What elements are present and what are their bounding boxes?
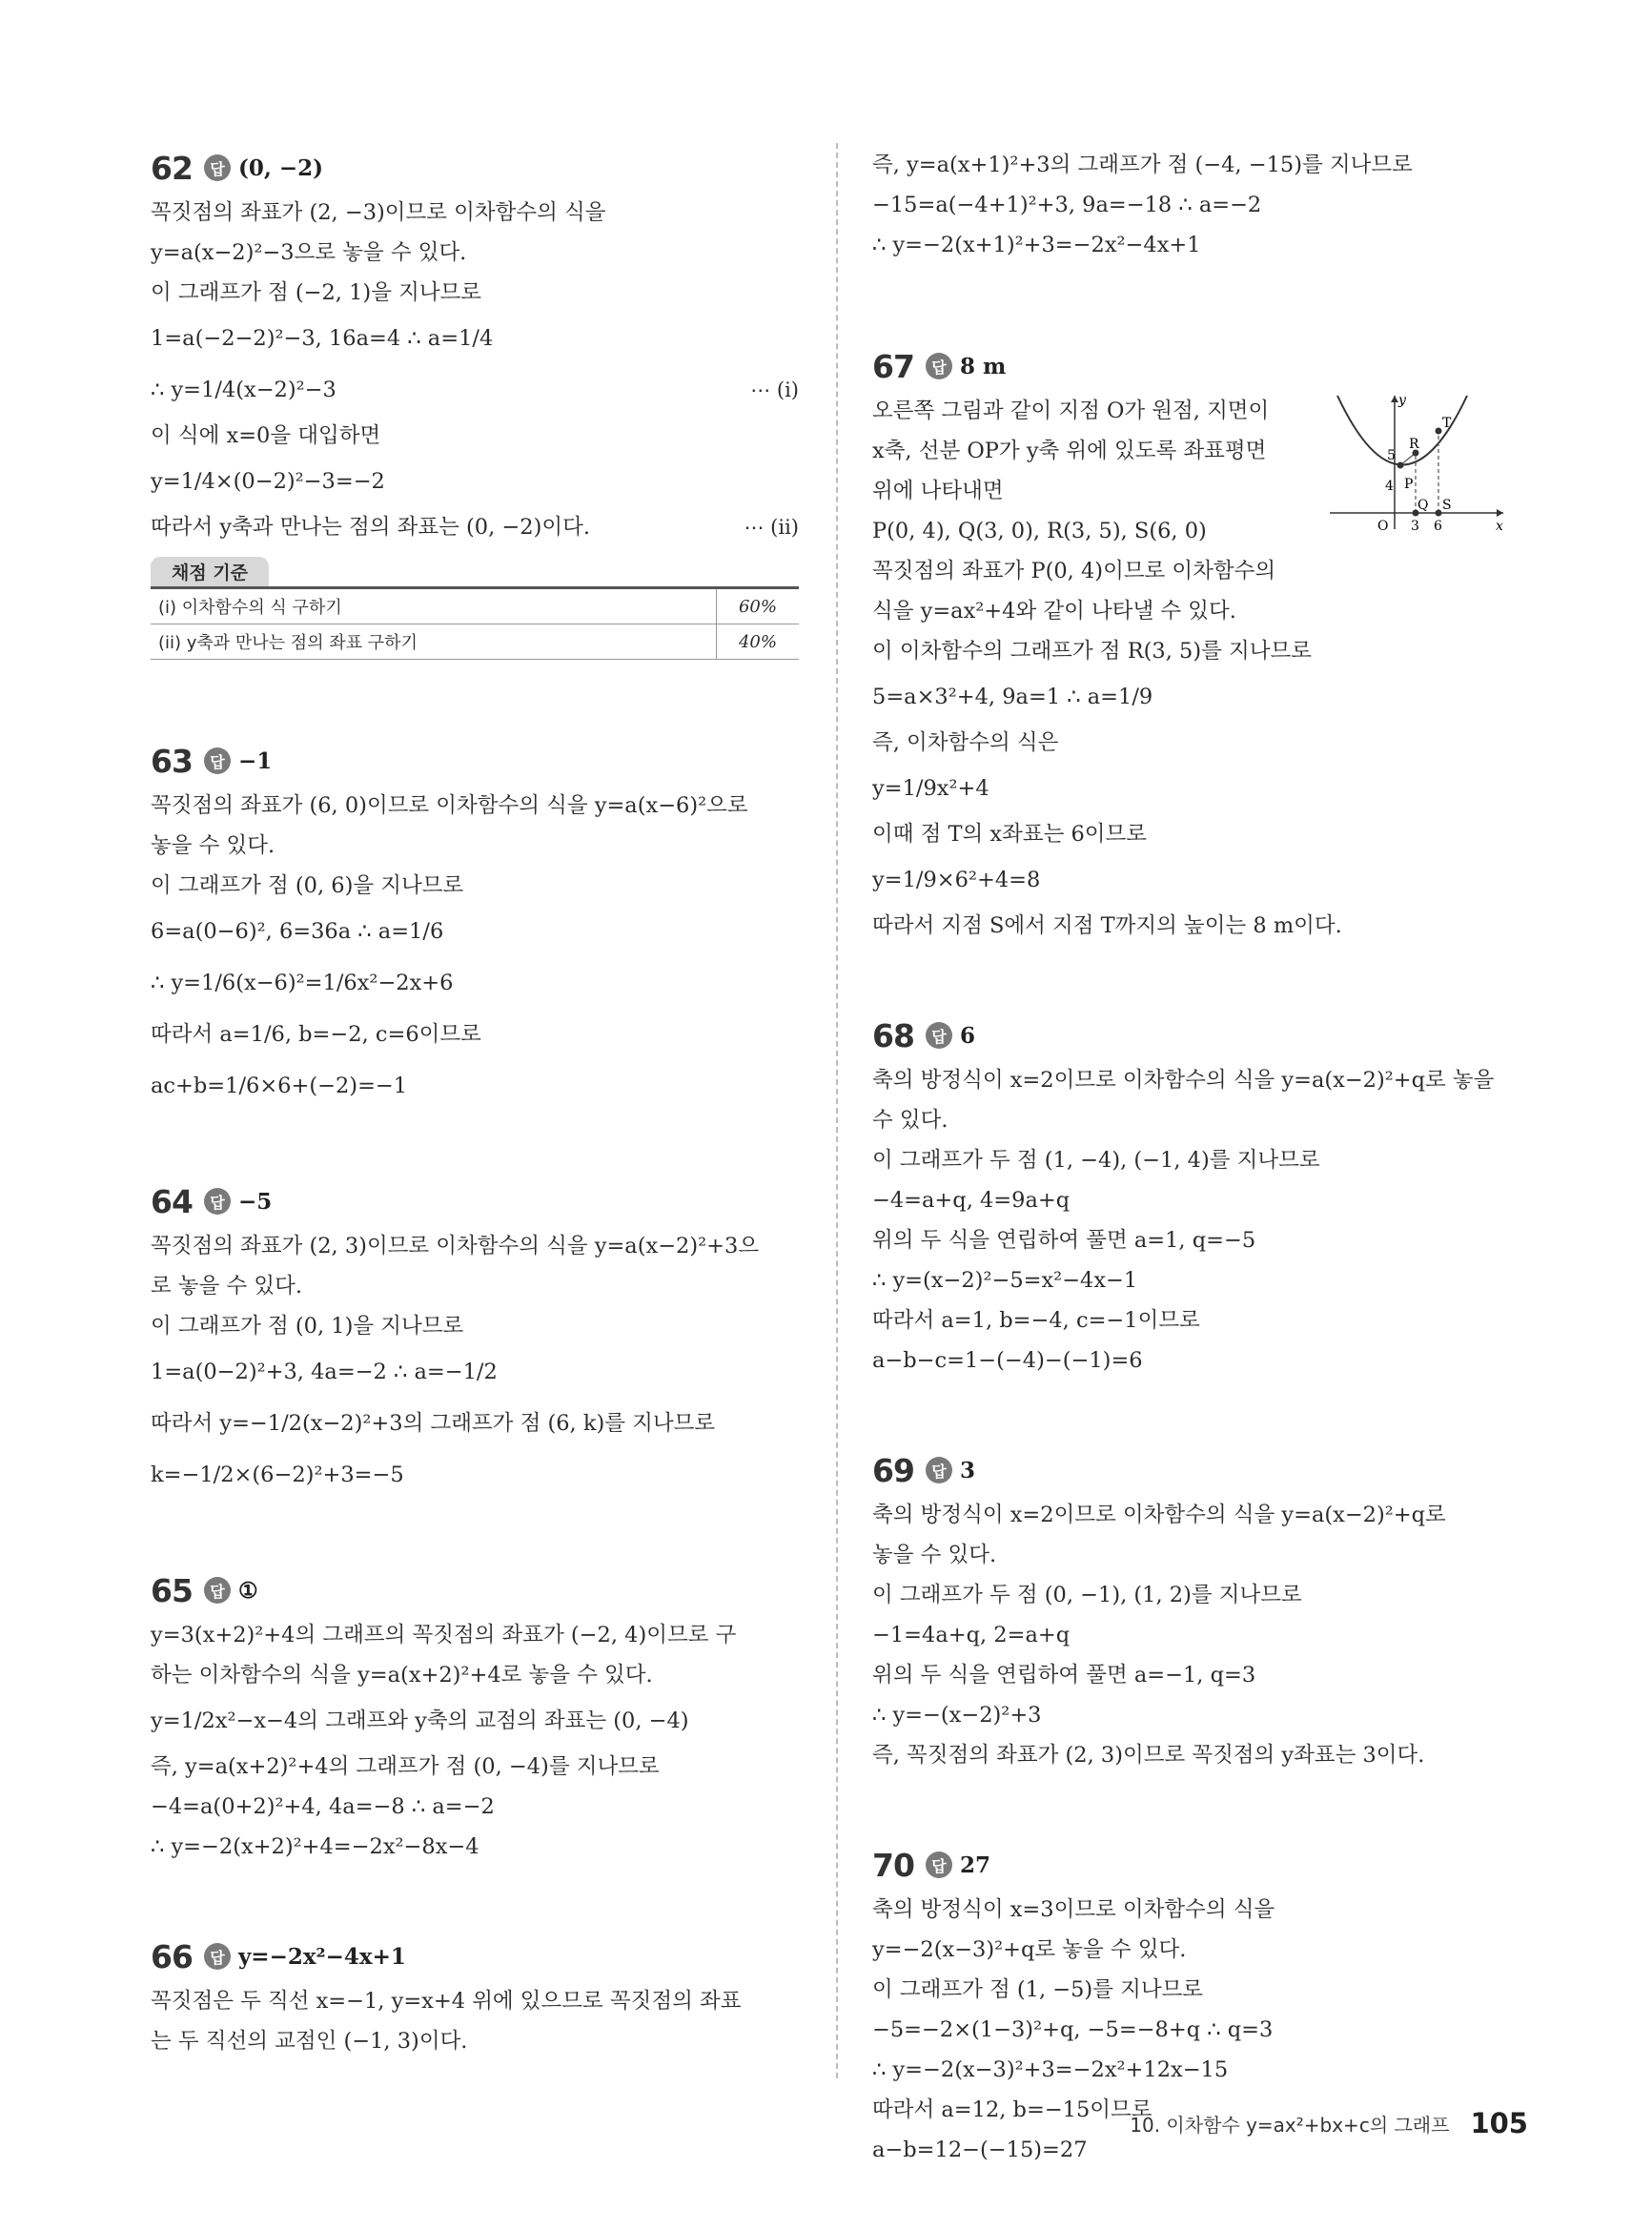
solution-line: 따라서 지점 S에서 지점 T까지의 높이는 8 m이다. (872, 913, 1342, 938)
criteria-row (151, 588, 799, 624)
answer-badge: 답 (926, 353, 952, 379)
answer: ① (237, 1577, 258, 1604)
solution-line: 이 이차함수의 그래프가 점 R(3, 5)를 지나므로 (872, 639, 1312, 664)
column-divider (836, 143, 838, 2078)
answer: 6 (959, 1022, 975, 1049)
solution-line: 위의 두 식을 연립하여 풀면 a=1, q=−5 (872, 1228, 1256, 1253)
label-O: O (1377, 519, 1389, 534)
solution-line: 5=a×3²+4, 9a=1 ∴ a=1/9 (872, 685, 1153, 709)
solution-line: 놓을 수 있다. (872, 1543, 997, 1567)
solution-line: 위의 두 식을 연립하여 풀면 a=−1, q=3 (872, 1663, 1256, 1688)
answer-badge: 답 (204, 1577, 231, 1604)
page-number: 105 (1470, 2107, 1528, 2139)
label-S: S (1442, 498, 1452, 513)
solution-line: −1=4a+q, 2=a+q (872, 1623, 1071, 1647)
label-R: R (1409, 437, 1419, 452)
solution-line: a−b−c=1−(−4)−(−1)=6 (872, 1348, 1143, 1373)
solution-line: 위에 나타내면 (872, 479, 1004, 503)
solution-line: 축의 방정식이 x=2이므로 이차함수의 식을 y=a(x−2)²+q로 (872, 1503, 1446, 1527)
solution-line: ac+b=1/6×6+(−2)=−1 (151, 1074, 408, 1098)
solution-line: −15=a(−4+1)²+3, 9a=−18 ∴ a=−2 (872, 193, 1262, 217)
point-P (1397, 462, 1404, 469)
solution-line: y=1/4×(0−2)²−3=−2 (151, 469, 385, 494)
problem-69 (872, 1445, 1530, 1775)
label-Q: Q (1417, 498, 1429, 513)
page-footer (1130, 2107, 1528, 2139)
criteria-percent: 40% (717, 624, 800, 660)
problem-65 (151, 1565, 799, 1867)
parabola-diagram (1320, 391, 1511, 534)
answer: 8 m (959, 353, 1007, 379)
solution-line: 즉, 이차함수의 식은 (872, 730, 1059, 755)
answer-badge: 답 (926, 1457, 952, 1483)
label-5: 5 (1387, 448, 1396, 463)
problem-number: 69 (872, 1451, 914, 1489)
answer-badge: 답 (204, 747, 231, 774)
solution-line: ∴ y=−2(x−3)²+3=−2x²+12x−15 (872, 2057, 1229, 2082)
label-P: P (1404, 477, 1414, 492)
solution-line: 이 그래프가 점 (0, 6)을 지나므로 (151, 873, 464, 898)
criteria-item: (ii) y축과 만나는 점의 좌표 구하기 (151, 624, 717, 660)
solution-line: ∴ y=−2(x+2)²+4=−2x²−8x−4 (151, 1834, 479, 1859)
problem-number: 68 (872, 1016, 914, 1054)
answer-badge: 답 (204, 1188, 231, 1215)
solution-line: 축의 방정식이 x=2이므로 이차함수의 식을 y=a(x−2)²+q로 놓을 (872, 1068, 1495, 1093)
solution-line: 1=a(−2−2)²−3, 16a=4 ∴ a=1/4 (151, 326, 494, 351)
label-T: T (1442, 416, 1452, 431)
label-3: 3 (1411, 519, 1419, 534)
answer: −1 (237, 747, 273, 774)
solution-line: x축, 선분 OP가 y축 위에 있도록 좌표평면 (872, 439, 1267, 463)
solution-line: 축의 방정식이 x=3이므로 이차함수의 식을 (872, 1897, 1275, 1922)
solution-line: 즉, y=a(x+2)²+4의 그래프가 점 (0, −4)를 지나므로 (151, 1754, 660, 1779)
solution-line: 따라서 a=12, b=−15이므로 (872, 2097, 1152, 2122)
solution-line: 꼭짓점은 두 직선 x=−1, y=x+4 위에 있으므로 꼭짓점의 좌표 (151, 1989, 742, 2014)
label-6: 6 (1434, 519, 1442, 534)
solution-line: 따라서 y=−1/2(x−2)²+3의 그래프가 점 (6, k)를 지나므로 (151, 1411, 716, 1436)
y-axis-arrow (1391, 396, 1398, 402)
answer: −5 (237, 1188, 273, 1215)
answer-badge: 답 (204, 1943, 231, 1970)
solution-line: 따라서 y축과 만나는 점의 좌표는 (0, −2)이다. (151, 515, 590, 540)
problem-66 (151, 1932, 799, 2061)
solution-line: ∴ y=−(x−2)²+3 (872, 1703, 1042, 1728)
problem-number: 63 (151, 742, 193, 780)
solution-line: y=1/9×6²+4=8 (872, 868, 1041, 892)
solution-line: 오른쪽 그림과 같이 지점 O가 원점, 지면이 (872, 399, 1270, 423)
problem-63 (151, 736, 799, 1112)
right-column (872, 145, 1530, 2170)
solution-line: P(0, 4), Q(3, 0), R(3, 5), S(6, 0) (872, 519, 1207, 543)
problem-62 (151, 143, 799, 660)
criteria-table (151, 586, 799, 660)
solution-line: 꼭짓점의 좌표가 (2, −3)이므로 이차함수의 식을 (151, 200, 606, 225)
solution-line: 이때 점 T의 x좌표는 6이므로 (872, 822, 1147, 847)
solution-line-row (151, 507, 799, 547)
solution-line: 하는 이차함수의 식을 y=a(x+2)²+4로 놓을 수 있다. (151, 1663, 653, 1688)
solution-line: y=1/2x²−x−4의 그래프와 y축의 교점의 좌표는 (0, −4) (151, 1708, 689, 1733)
solution-line: ∴ y=1/4(x−2)²−3 (151, 378, 337, 402)
solution-line: ∴ y=−2(x+1)²+3=−2x²−4x+1 (872, 233, 1201, 257)
solution-line: 즉, 꼭짓점의 좌표가 (2, 3)이므로 꼭짓점의 y좌표는 3이다. (872, 1743, 1425, 1768)
solution-line: y=3(x+2)²+4의 그래프의 꼭짓점의 좌표가 (−2, 4)이므로 구 (151, 1623, 737, 1647)
step-marker: ⋯ (ii) (744, 516, 799, 539)
solution-line: 꼭짓점의 좌표가 (2, 3)이므로 이차함수의 식을 y=a(x−2)²+3으 (151, 1234, 760, 1258)
answer: 27 (959, 1852, 990, 1878)
solution-line: −4=a(0+2)²+4, 4a=−8 ∴ a=−2 (151, 1794, 495, 1819)
solution-line: y=1/9x²+4 (872, 776, 989, 801)
solution-line: y=a(x−2)²−3으로 놓을 수 있다. (151, 240, 467, 265)
answer-badge: 답 (204, 154, 231, 181)
problem-number: 66 (151, 1937, 193, 1975)
chapter-title: 10. 이차함수 y=ax²+bx+c의 그래프 (1130, 2113, 1450, 2137)
label-x: x (1496, 519, 1503, 534)
problem-68 (872, 1011, 1530, 1381)
criteria-row (151, 624, 799, 660)
step-marker: ⋯ (i) (750, 378, 799, 401)
problem-number: 70 (872, 1846, 914, 1884)
solution-line: 6=a(0−6)², 6=36a ∴ a=1/6 (151, 919, 444, 944)
solution-line: 이 그래프가 두 점 (0, −1), (1, 2)를 지나므로 (872, 1583, 1302, 1607)
answer-badge: 답 (926, 1852, 952, 1878)
solution-line: ∴ y=1/6(x−6)²=1/6x²−2x+6 (151, 971, 454, 995)
answer-badge: 답 (926, 1022, 952, 1049)
solution-line: −5=−2×(1−3)²+q, −5=−8+q ∴ q=3 (872, 2017, 1274, 2042)
criteria-percent: 60% (717, 588, 800, 624)
solution-line: 이 그래프가 두 점 (1, −4), (−1, 4)를 지나므로 (872, 1148, 1320, 1173)
solution-line: a−b=12−(−15)=27 (872, 2138, 1088, 2162)
problem-number: 62 (151, 149, 193, 187)
answer: 3 (959, 1457, 975, 1483)
solution-line: 식을 y=ax²+4와 같이 나타낼 수 있다. (872, 599, 1236, 624)
label-4: 4 (1385, 479, 1394, 494)
criteria-item: (i) 이차함수의 식 구하기 (151, 588, 717, 624)
solution-line: −4=a+q, 4=9a+q (872, 1188, 1071, 1213)
problem-number: 65 (151, 1571, 193, 1609)
point-T (1436, 428, 1442, 435)
solution-line: 수 있다. (872, 1108, 948, 1133)
answer: (0, −2) (237, 154, 323, 181)
problem-number: 64 (151, 1182, 193, 1220)
criteria-title: 채점 기준 (151, 557, 269, 586)
point-S (1436, 510, 1442, 517)
left-column (151, 143, 799, 2061)
solution-line: 따라서 a=1, b=−4, c=−1이므로 (872, 1308, 1200, 1333)
problem-67 (872, 341, 1530, 946)
answer: y=−2x²−4x+1 (237, 1943, 406, 1970)
problem-64 (151, 1176, 799, 1501)
solution-line: 이 그래프가 점 (−2, 1)을 지나므로 (151, 280, 482, 305)
solution-line: 즉, y=a(x+1)²+3의 그래프가 점 (−4, −15)를 지나므로 (872, 153, 1413, 177)
solution-line: k=−1/2×(6−2)²+3=−5 (151, 1463, 404, 1487)
solution-line: 꼭짓점의 좌표가 P(0, 4)이므로 이차함수의 (872, 559, 1276, 583)
problem-number: 67 (872, 347, 914, 385)
solution-line: 로 놓을 수 있다. (151, 1274, 303, 1299)
x-axis-arrow (1497, 509, 1503, 517)
solution-line: 이 식에 x=0을 대입하면 (151, 423, 381, 448)
solution-line: 1=a(0−2)²+3, 4a=−2 ∴ a=−1/2 (151, 1360, 498, 1384)
problem-66-continued (872, 145, 1530, 265)
solution-line: y=−2(x−3)²+q로 놓을 수 있다. (872, 1937, 1187, 1962)
solution-line: 이 그래프가 점 (1, −5)를 지나므로 (872, 1977, 1204, 2002)
solution-line: 꼭짓점의 좌표가 (6, 0)이므로 이차함수의 식을 y=a(x−6)²으로 (151, 793, 748, 818)
solution-line: ∴ y=(x−2)²−5=x²−4x−1 (872, 1268, 1138, 1293)
solution-line-row (151, 364, 799, 416)
label-y: y (1398, 393, 1406, 408)
solution-line: 이 그래프가 점 (0, 1)을 지나므로 (151, 1314, 464, 1339)
solution-line: 따라서 a=1/6, b=−2, c=6이므로 (151, 1022, 481, 1047)
solution-line: 는 두 직선의 교점인 (−1, 3)이다. (151, 2029, 468, 2054)
solution-line: 놓을 수 있다. (151, 833, 275, 858)
